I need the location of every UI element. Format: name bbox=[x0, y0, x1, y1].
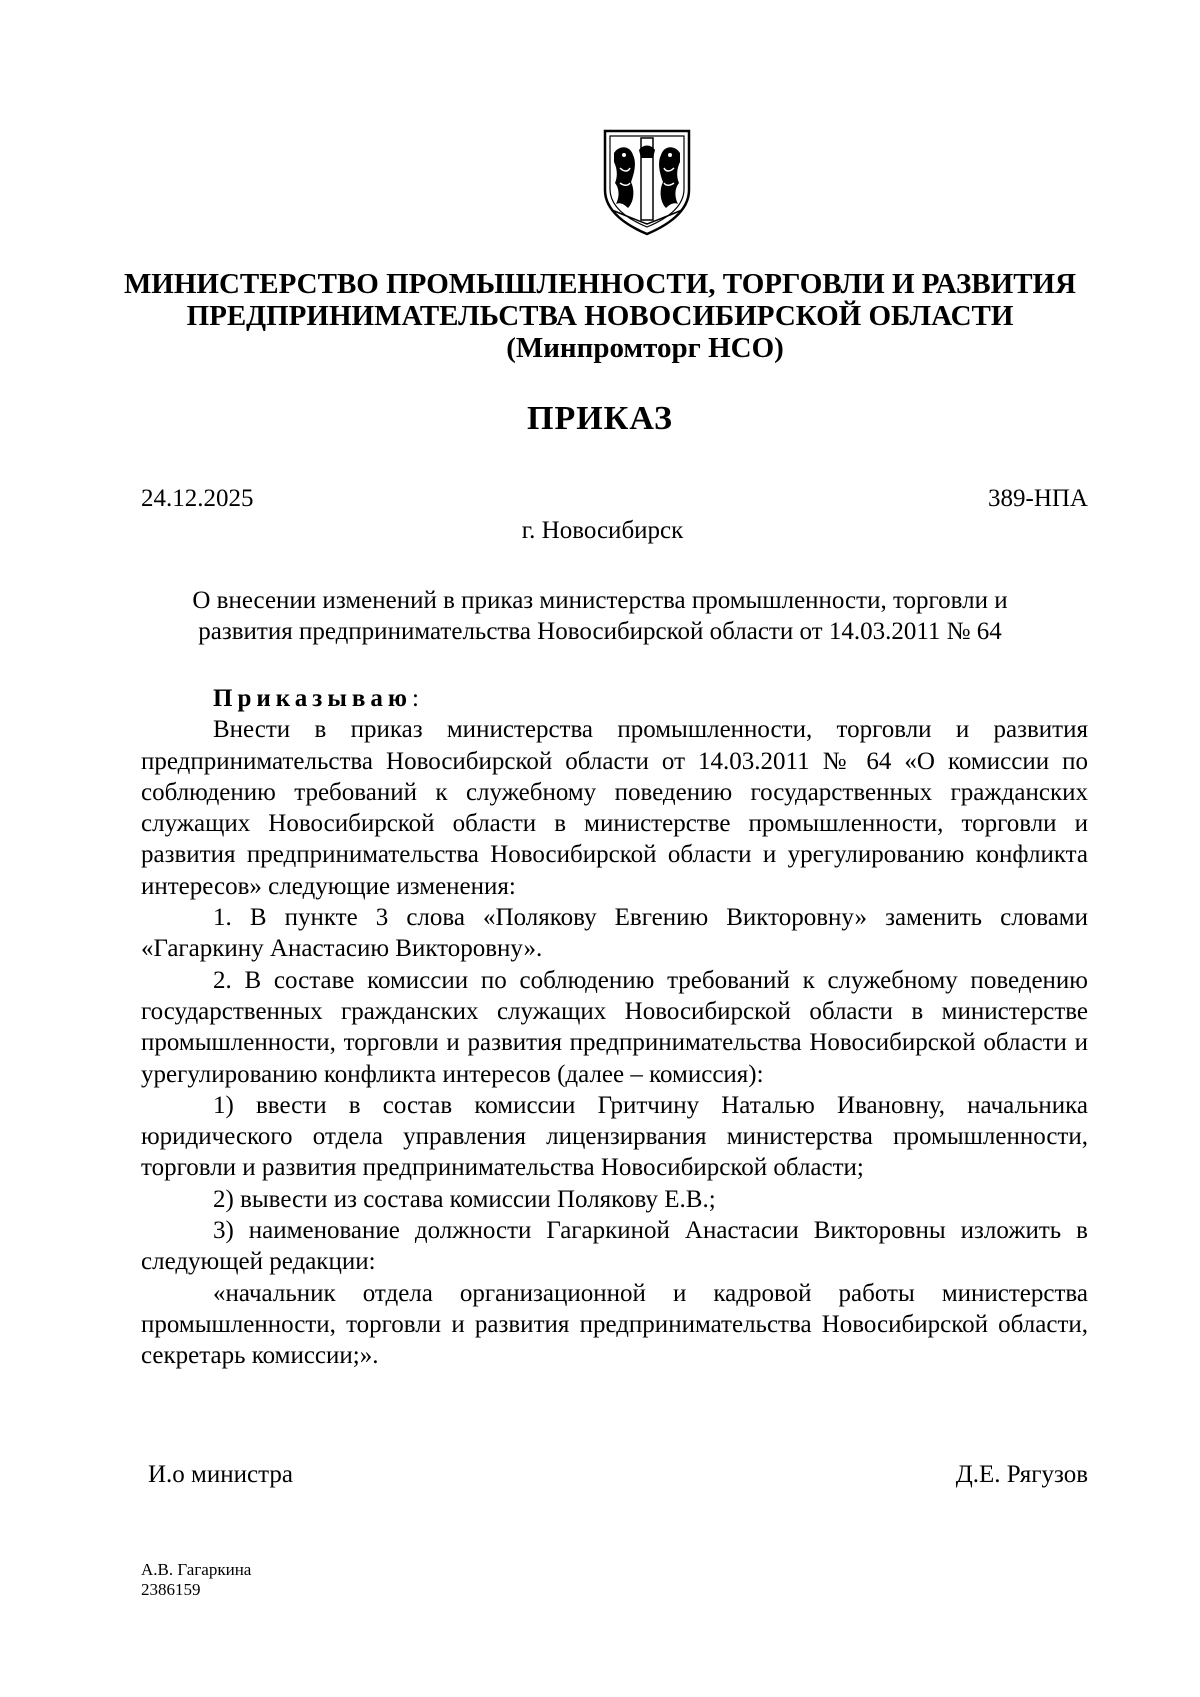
order-subject bbox=[120, 585, 1080, 647]
subject-line2: развития предпринимательства Новосибирской области от 14.03.2011 № 64 bbox=[198, 618, 1002, 645]
order-lead-word: Приказываю bbox=[213, 685, 412, 712]
executor-name: А.В. Гагаркина bbox=[141, 1560, 252, 1579]
document-type-title: ПРИКАЗ bbox=[527, 400, 673, 437]
body-paragraph: 1. В пункте 3 слова «Полякову Евгению Викторовну» заменить словами «Гагаркину Анастасию Викторовну». bbox=[141, 904, 1088, 963]
signatory-name: Д.Е. Рягузов bbox=[955, 1461, 1088, 1488]
subject-line1: О внесении изменений в приказ министерства промышленности, торговли и bbox=[192, 587, 1008, 614]
body-paragraph: 1) ввести в состав комиссии Гритчину Наталью Ивановну, начальника юридического отдела управления лицензирвания министерства промышленности, торговли и развития предпринимательства Новосибирской области; bbox=[141, 1091, 1088, 1182]
executor-info bbox=[141, 1560, 251, 1600]
body-paragraph: 2) вывести из состава комиссии Полякову Е.В.; bbox=[213, 1185, 716, 1213]
body-paragraph: «начальник отдела организационной и кадровой работы министерства промышленности, торговли и развития предпринимательства Новосибирской области, секретарь комиссии;». bbox=[141, 1279, 1088, 1370]
body-paragraph: Внести в приказ министерства промышленности, торговли и развития предпринимательства Новосибирской области от 14.03.2011 № 64 «О комиссии по соблюдению требований к служебному поведению государственных гражданских служащих Новосибирской области в министерстве промышленности, торговли и развития предпринимательства Новосибирской области и урегулированию конфликта интересов» следующие изменения: bbox=[141, 716, 1088, 900]
order-body bbox=[141, 683, 1088, 1372]
signatory-role: И.о министра bbox=[148, 1461, 293, 1488]
ministry-name-line2: ПРЕДПРИНИМАТЕЛЬСТВА НОВОСИБИРСКОЙ ОБЛАСТИ bbox=[186, 300, 1014, 332]
coat-of-arms-emblem bbox=[602, 128, 692, 236]
order-number: 389-НПА bbox=[988, 485, 1088, 512]
order-lead bbox=[141, 683, 1088, 714]
order-date: 24.12.2025 bbox=[141, 485, 254, 512]
order-city: г. Новосибирск bbox=[521, 517, 684, 544]
body-paragraph: 2. В составе комиссии по соблюдению требований к служебному поведению государственных гражданских служащих Новосибирской области в министерстве промышленности, торговли и развития предпринимательства Новосибирской области и урегулированию конфликта интересов (далее – комиссия): bbox=[141, 966, 1088, 1088]
ministry-name-line1: МИНИСТЕРСТВО ПРОМЫШЛЕННОСТИ, ТОРГОВЛИ И РАЗВИТИЯ bbox=[123, 268, 1077, 300]
ministry-name bbox=[120, 268, 1080, 364]
body-paragraph: 3) наименование должности Гагаркиной Анастасии Викторовны изложить в следующей редакции: bbox=[141, 1217, 1088, 1276]
ministry-abbreviation: (Минпромторг НСО) bbox=[506, 332, 784, 364]
executor-phone: 2386159 bbox=[141, 1580, 201, 1599]
order-lead-colon: : bbox=[411, 685, 419, 712]
